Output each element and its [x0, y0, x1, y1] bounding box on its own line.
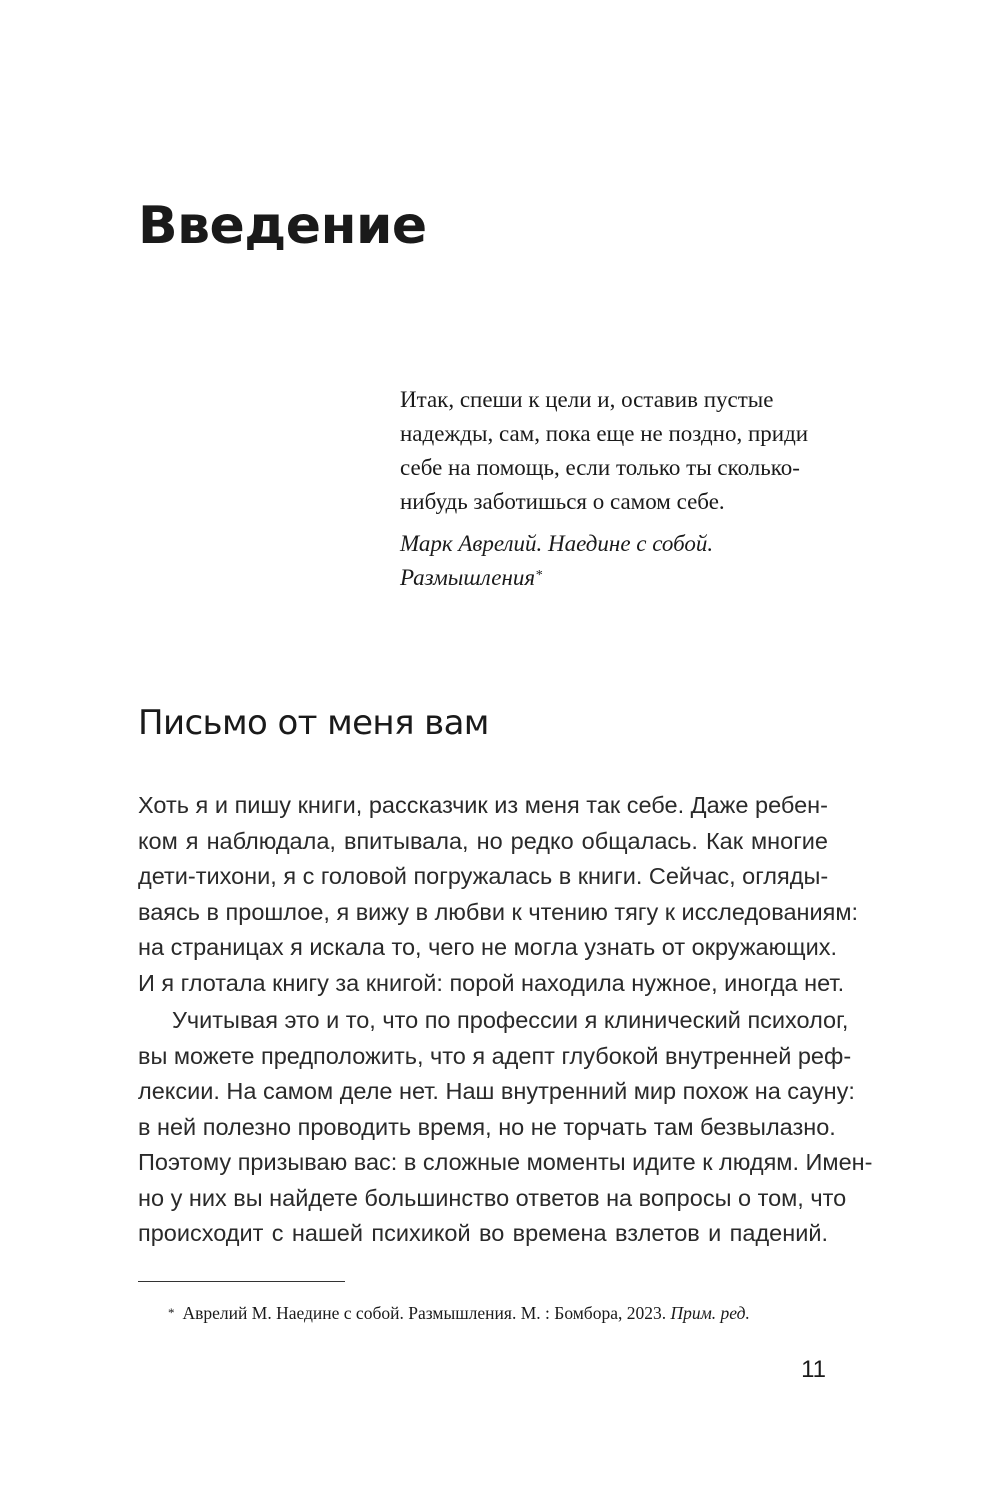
- epigraph-line: Итак, спеши к цели и, оставив пустые: [400, 387, 774, 412]
- footnote-text: Аврелий М. Наедине с собой. Размышления. М. : Бомбора, 2023.: [182, 1303, 667, 1323]
- epigraph-source-title: Размышления: [400, 565, 536, 590]
- epigraph: [400, 383, 840, 595]
- text-line: Поэтому призываю вас: в сложные моменты идите к людям. Имен-: [138, 1149, 873, 1175]
- footnote-marker: *: [168, 1305, 175, 1320]
- text-line: И я глотала книгу за книгой: порой находила нужное, иногда нет.: [138, 969, 845, 996]
- text-line: происходит с нашей психикой во времена взлетов и падений.: [138, 1220, 828, 1246]
- text-line: лексии. На самом деле нет. Наш внутренний мир похож на сауну:: [138, 1078, 855, 1104]
- text-line: в ней полезно проводить время, но не торчать там безвылазно.: [138, 1113, 836, 1140]
- epigraph-line: нибудь заботишься о самом себе.: [400, 489, 725, 514]
- page-number: 11: [801, 1356, 826, 1383]
- body-text: [138, 788, 873, 1252]
- epigraph-source-author: Марк Аврелий. Наедине с собой.: [400, 531, 714, 556]
- epigraph-line: себе на помощь, если только ты сколько-: [400, 455, 800, 480]
- epigraph-source-work: [400, 561, 840, 595]
- footnote-reference: *: [535, 568, 543, 583]
- epigraph-line: надежды, сам, пока еще не поздно, приди: [400, 421, 809, 446]
- text-line: Хоть я и пишу книги, рассказчик из меня так себе. Даже ребен-: [138, 792, 828, 818]
- text-line: на страницах я искала то, чего не могла узнать от окружающих.: [138, 934, 837, 960]
- footnote-editor-note: Прим. ред.: [670, 1303, 750, 1323]
- paragraph-1: [138, 788, 859, 1001]
- footnote-divider: [138, 1281, 345, 1282]
- footnote: [168, 1301, 750, 1325]
- chapter-title: Введение: [138, 196, 427, 256]
- text-line: вы можете предположить, что я адепт глубокой внутренней реф-: [138, 1042, 852, 1069]
- text-line: ком я наблюдала, впитывала, но редко общалась. Как многие: [138, 827, 828, 854]
- text-line: Учитывая это и то, что по профессии я клинический психолог,: [172, 1007, 849, 1033]
- section-title: Письмо от меня вам: [138, 703, 489, 743]
- text-line: дети-тихони, я с головой погружалась в книги. Сейчас, огляды-: [138, 863, 829, 889]
- paragraph-2: [138, 1003, 873, 1252]
- epigraph-source: [400, 527, 840, 595]
- text-line: но у них вы найдете большинство ответов на вопросы о том, что: [138, 1184, 847, 1211]
- text-line: ваясь в прошлое, я вижу в любви к чтению тягу к исследованиям:: [138, 898, 859, 925]
